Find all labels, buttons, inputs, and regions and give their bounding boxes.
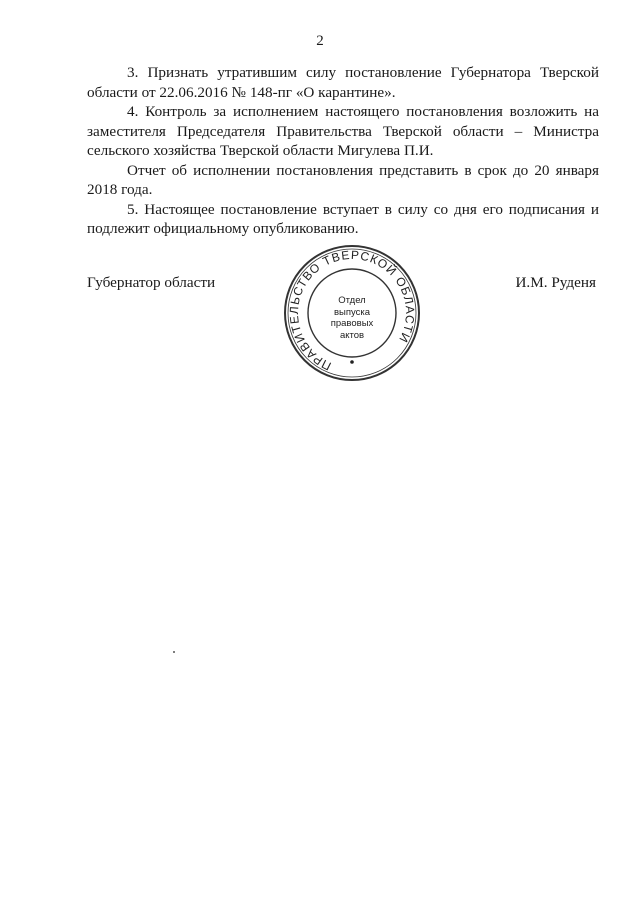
paragraph-item-5: 5. Настоящее постановление вступает в силу со дня его подписания и подлежит официальному опубликованию. — [87, 200, 599, 237]
document-body — [87, 63, 599, 239]
seal-center-text — [302, 295, 402, 341]
page-number: 2 — [316, 33, 324, 49]
paragraph-report: Отчет об исполнении постановления представить в срок до 20 января 2018 года. — [87, 161, 599, 198]
signatory-name: И.М. Руденя — [515, 274, 596, 291]
seal-center-line: Отдел — [338, 295, 366, 306]
seal-center-line: правовых — [330, 318, 374, 329]
seal-center-line: актов — [339, 329, 365, 341]
scan-speck — [173, 651, 175, 653]
paragraph-item-3: 3. Признать утратившим силу постановление Губернатора Тверской области от 22.06.2016 № 148-пг «О карантине». — [87, 64, 599, 101]
paragraph-item-4: 4. Контроль за исполнением настоящего постановления возложить на заместителя Председателя Правительства Тверской области – Министра сельского хозяйства Тверской области Мигулева П.И. — [87, 103, 599, 159]
seal-center-line: выпуска — [333, 306, 371, 318]
official-seal — [282, 243, 422, 383]
seal-ring-text: ПРАВИТЕЛЬСТВО ТВЕРСКОЙ ОБЛАСТИ — [286, 247, 418, 374]
signatory-title: Губернатор области — [87, 274, 216, 291]
